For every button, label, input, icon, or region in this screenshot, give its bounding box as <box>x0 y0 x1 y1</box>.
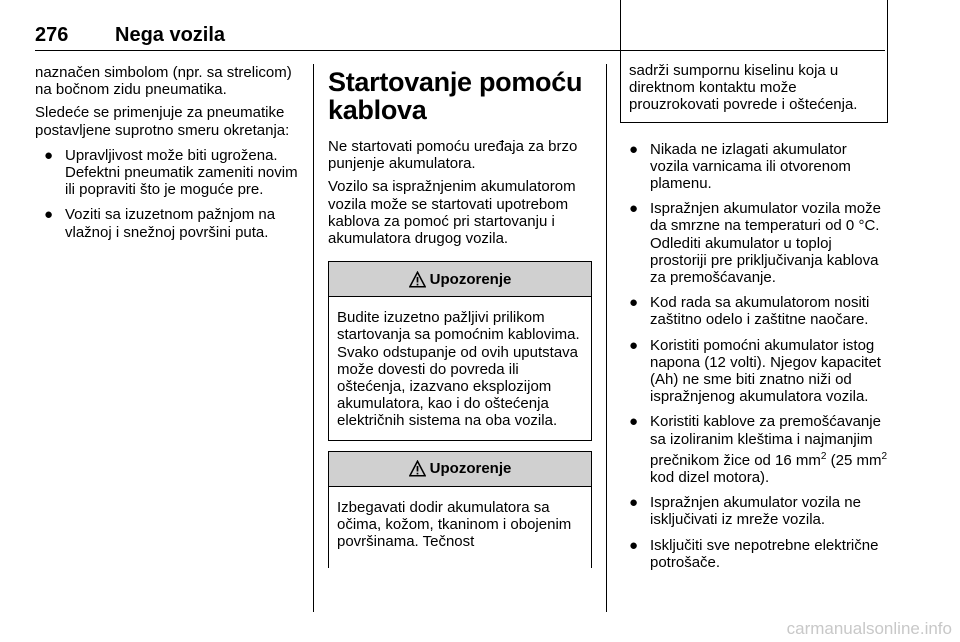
bullet-list <box>620 141 888 571</box>
list-item: ● Ispražnjen akumulator vozila ne isključivati iz mreže vozila. <box>629 494 861 529</box>
list-item: ● Koristiti kablove za premošćavanje sa izoliranim kleštima i najmanjim prečnikom žice od 16 $mm^2$ (25 $mm^2$ kod dizel motora). <box>629 413 888 487</box>
watermark: carmanualsonline.info <box>786 619 952 638</box>
warning-continuation-box <box>620 0 888 123</box>
column-divider-right <box>606 64 607 612</box>
bullet-list <box>35 147 300 241</box>
warning-triangle-icon <box>409 460 426 477</box>
warning-triangle-icon <box>409 271 426 288</box>
warning-text: Budite izuzetno pažljivi prilikom startovanja sa pomoćnim kablovima. Svako odstupanje od ovih uputstava može dovesti do povreda ili oštećenja, izazvano eksplozijom akumulatora, kao i do oštećenja električnih sistema na oba vozila. <box>337 309 580 430</box>
column-left <box>35 64 300 249</box>
warning-text: Izbegavati dodir akumulatora sa očima, kožom, tkaninom i obojenim površinama. Tečnost <box>337 498 572 551</box>
warning-text: sadrži sumpornu kiselinu koja u direktnom kontaktu može prouzrokovati povrede i oštećenja. <box>629 62 858 114</box>
warning-title: Upozorenje <box>429 270 512 288</box>
paragraph: Vozilo sa ispražnjenim akumulatorom vozila može se startovati upotrebom kablova za pomoć pri startovanju i akumulatora drugog vozila. <box>328 178 576 248</box>
list-item: ● Koristiti pomoćni akumulator istog napona (12 volti). Njegov kapacitet (Ah) ne sme biti znatno niži od ispražnjenog akumulatora vozila. <box>629 336 881 406</box>
list-item: ● Isključiti sve nepotrebne električne potrošače. <box>629 536 879 571</box>
column-right <box>620 0 888 579</box>
warning-header <box>329 452 591 487</box>
list-item: ● Upravljivost može biti ugrožena. Defektni pneumatik zameniti novim ili popraviti što je moguće pre. <box>44 146 298 199</box>
column-middle <box>328 68 592 568</box>
rule-paragraph: Sledeće se primenjuje za pneumatike postavljene suprotno smeru okretanja: <box>35 104 290 139</box>
warning-header <box>329 262 591 297</box>
page-number: 276 <box>35 24 69 46</box>
list-item: ● Voziti sa izuzetnom pažnjom na vlažnoj i snežnoj površini puta. <box>44 206 276 241</box>
warning-box <box>328 451 592 568</box>
list-item: ● Nikada ne izlagati akumulator vozila varnicama ili otvorenom plamenu. <box>629 140 851 193</box>
list-item: ● Kod rada sa akumulatorom nositi zaštitno odelo i zaštitne naočare. <box>629 294 870 329</box>
section-heading: Startovanje pomoću kablova <box>328 67 583 125</box>
warning-box <box>328 261 592 440</box>
paragraph: Ne startovati pomoću uređaja za brzo punjenje akumulatora. <box>328 138 578 173</box>
section-title: Nega vozila <box>115 24 226 46</box>
list-item: ● Ispražnjen akumulator vozila može da smrzne na temperaturi od 0 °C. Odlediti akumulator u toploj prostoriji pre priključivanja kablova za premošćavanje. <box>629 200 881 287</box>
warning-title: Upozorenje <box>429 460 512 478</box>
intro-paragraph: naznačen simbolom (npr. sa strelicom) na bočnom zidu pneumatika. <box>35 64 292 99</box>
column-divider-left <box>313 64 314 612</box>
